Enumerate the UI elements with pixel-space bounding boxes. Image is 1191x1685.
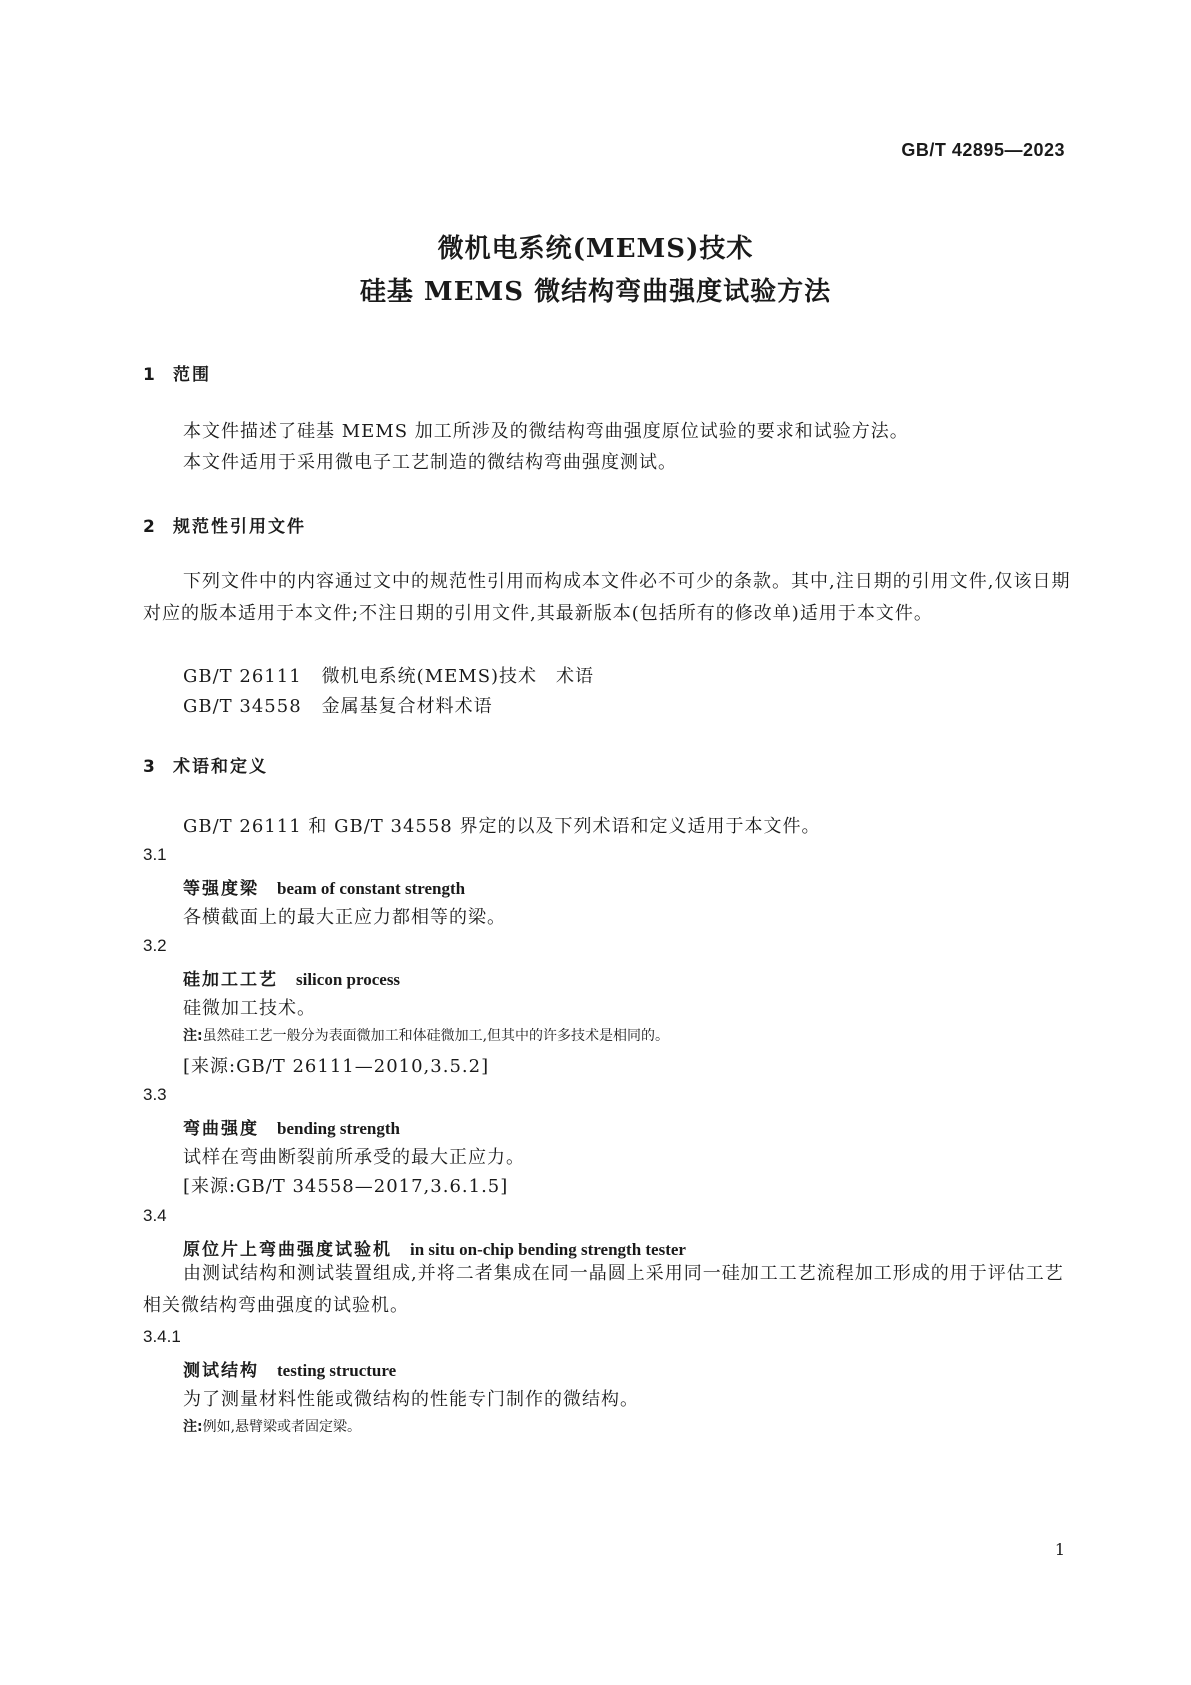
term-heading xyxy=(183,874,465,899)
note-label: 注: xyxy=(183,1028,203,1044)
term-zh: 弯曲强度 xyxy=(183,1119,259,1139)
term-number: 3.1 xyxy=(143,845,167,864)
term-note xyxy=(183,1416,361,1436)
paragraph: 本文件适用于采用微电子工艺制造的微结构弯曲强度测试。 xyxy=(183,452,677,473)
term-zh: 等强度梁 xyxy=(183,879,259,899)
document-title-line1: 微机电系统(MEMS)技术 xyxy=(437,234,754,264)
term-zh: 硅加工工艺 xyxy=(183,970,278,990)
term-heading xyxy=(183,965,400,990)
term-number: 3.4.1 xyxy=(143,1327,181,1346)
section-2-heading xyxy=(143,512,306,537)
document-title-line2: 硅基 MEMS 微结构弯曲强度试验方法 xyxy=(359,277,832,307)
reference-code: GB/T 26111 xyxy=(183,666,302,687)
reference-title: 金属基复合材料术语 xyxy=(321,696,493,717)
section-number: 3 xyxy=(143,757,157,777)
page-number: 1 xyxy=(1054,1540,1065,1559)
term-heading xyxy=(183,1114,400,1139)
paragraph: 本文件描述了硅基 MEMS 加工所涉及的微结构弯曲强度原位试验的要求和试验方法。 xyxy=(183,421,909,442)
section-intro: GB/T 26111 和 GB/T 34558 界定的以及下列术语和定义适用于本文件。 xyxy=(183,816,821,837)
section-title: 术语和定义 xyxy=(173,757,268,777)
term-number: 3.3 xyxy=(143,1085,167,1104)
note-text: 例如,悬臂梁或者固定梁。 xyxy=(202,1419,362,1435)
term-definition: 由测试结构和测试装置组成,并将二者集成在同一晶圆上采用同一硅加工工艺流程加工形成的用于评估工艺相关微结构弯曲强度的试验机。 xyxy=(143,1263,1064,1316)
term-definition: 硅微加工技术。 xyxy=(183,998,316,1019)
term-en: beam of constant strength xyxy=(277,879,466,898)
reference-title: 微机电系统(MEMS)技术 术语 xyxy=(321,666,595,687)
section-number: 2 xyxy=(143,517,157,537)
reference-item xyxy=(183,692,493,718)
term-heading xyxy=(183,1235,686,1260)
term-note xyxy=(183,1025,669,1045)
term-en: testing structure xyxy=(277,1361,397,1380)
term-en: bending strength xyxy=(277,1119,400,1138)
term-number: 3.2 xyxy=(143,936,167,955)
section-3-heading xyxy=(143,752,268,777)
term-heading xyxy=(183,1356,396,1381)
term-en: in situ on-chip bending strength tester xyxy=(410,1240,686,1259)
note-text: 虽然硅工艺一般分为表面微加工和体硅微加工,但其中的许多技术是相同的。 xyxy=(202,1028,670,1044)
term-zh: 测试结构 xyxy=(183,1361,259,1381)
term-source: [来源:GB/T 34558—2017,3.6.1.5] xyxy=(183,1176,509,1197)
section-1-heading xyxy=(143,360,211,385)
paragraph: 下列文件中的内容通过文中的规范性引用而构成本文件必不可少的条款。其中,注日期的引用文件,仅该日期对应的版本适用于本文件;不注日期的引用文件,其最新版本(包括所有的修改单)适用于本文件。 xyxy=(143,571,1071,624)
standard-id: GB/T 42895—2023 xyxy=(901,140,1065,160)
term-number: 3.4 xyxy=(143,1206,167,1225)
section-title: 范围 xyxy=(173,365,211,385)
term-definition: 各横截面上的最大正应力都相等的梁。 xyxy=(183,907,506,928)
term-zh: 原位片上弯曲强度试验机 xyxy=(183,1240,392,1260)
term-definition: 试样在弯曲断裂前所承受的最大正应力。 xyxy=(183,1147,525,1168)
term-source: [来源:GB/T 26111—2010,3.5.2] xyxy=(183,1056,490,1077)
reference-code: GB/T 34558 xyxy=(183,696,302,717)
reference-item xyxy=(183,662,594,688)
section-number: 1 xyxy=(143,365,157,385)
term-definition: 为了测量材料性能或微结构的性能专门制作的微结构。 xyxy=(183,1389,639,1410)
term-en: silicon process xyxy=(296,970,401,989)
note-label: 注: xyxy=(183,1419,203,1435)
section-title: 规范性引用文件 xyxy=(173,517,306,537)
